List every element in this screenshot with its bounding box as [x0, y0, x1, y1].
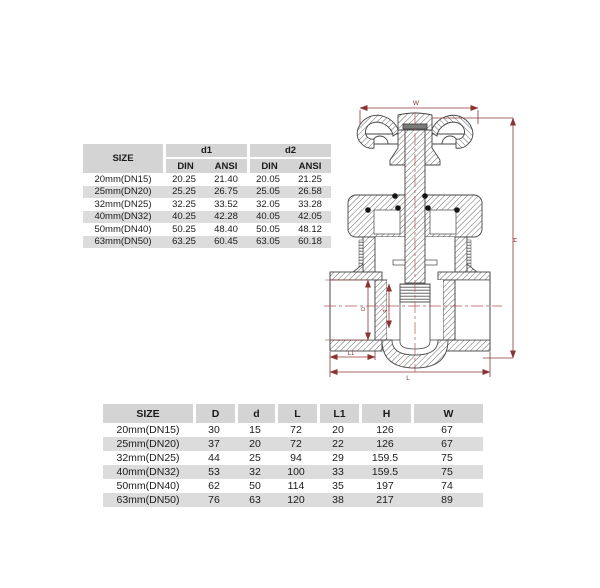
table-row [83, 223, 331, 236]
table-cell: 126 [359, 437, 411, 451]
table-row [83, 173, 331, 186]
dim-label-big-d: D [361, 307, 367, 311]
table-cell: 25.05 [247, 186, 289, 199]
table-cell: 20.25 [172, 173, 196, 185]
table-row [83, 186, 331, 199]
table-row [103, 437, 483, 451]
table-cell: 40mm(DN32) [103, 465, 193, 479]
table-cell: 33 [317, 465, 359, 479]
table-cell: 42.05 [289, 211, 331, 224]
table-cell: 50.25 [172, 223, 196, 235]
table-cell: 100 [275, 465, 317, 479]
table-cell: 48.12 [298, 223, 322, 235]
table-cell: 20 [332, 424, 344, 436]
table-cell: 15 [249, 424, 261, 436]
table-cell: 21.40 [214, 173, 238, 185]
table-cell: 63mm(DN50) [103, 493, 193, 507]
table-cell: 33.52 [214, 198, 238, 210]
table-cell: 67 [411, 437, 483, 451]
table-cell: 38 [317, 493, 359, 507]
table-cell: 25mm(DN20) [83, 186, 163, 199]
table-row [103, 493, 483, 507]
table-cell: 50.05 [256, 223, 280, 235]
col-header-ansi: ANSI [205, 159, 247, 173]
table-cell: 94 [290, 452, 302, 464]
table-cell: 60.45 [205, 236, 247, 249]
table-cell: 20.05 [256, 173, 280, 185]
table-cell: 197 [376, 480, 394, 492]
table-cell: 75 [441, 452, 453, 464]
table-cell: 42.28 [205, 211, 247, 224]
table-row [83, 211, 331, 224]
table-cell: 20mm(DN15) [94, 173, 152, 185]
col-header-din: DIN [163, 159, 205, 173]
col-header-size: SIZE [83, 144, 163, 173]
col-group-d2: d2 [247, 144, 331, 159]
table-cell: 74 [441, 480, 453, 492]
col-header-d: d [235, 404, 275, 423]
table-row [103, 451, 483, 465]
dimensions-table [103, 404, 483, 507]
table-cell: 32.05 [256, 198, 280, 210]
table-row [83, 198, 331, 211]
table-cell: 53 [193, 465, 235, 479]
dim-label-l1: L1 [347, 351, 355, 357]
table-cell: 32.25 [172, 198, 196, 210]
col-header-H: H [359, 404, 411, 423]
table-cell: 35 [332, 480, 344, 492]
table-cell: 89 [411, 493, 483, 507]
table-cell: 29 [332, 452, 344, 464]
table-cell: 76 [193, 493, 235, 507]
table-cell: 63 [235, 493, 275, 507]
table-cell: 159.5 [359, 465, 411, 479]
table-row [103, 465, 483, 479]
table-cell: 32 [235, 465, 275, 479]
table-cell: 32mm(DN25) [94, 198, 152, 210]
table-row [103, 423, 483, 437]
table-header-row [103, 404, 483, 423]
din-ansi-table [83, 144, 331, 248]
table-cell: 21.25 [298, 173, 322, 185]
col-header-W: W [411, 404, 483, 423]
table-cell: 67 [441, 424, 453, 436]
table-cell: 159.5 [371, 452, 399, 464]
table-header-row [83, 144, 331, 159]
dim-label-h: H [512, 237, 519, 243]
table-cell: 63.05 [247, 236, 289, 249]
table-cell: 62 [208, 480, 220, 492]
table-cell: 126 [376, 424, 394, 436]
table-cell: 40.25 [163, 211, 205, 224]
table-cell: 120 [275, 493, 317, 507]
col-header-D: D [193, 404, 235, 423]
col-header-L1: L1 [317, 404, 359, 423]
table-cell: 114 [287, 480, 305, 492]
col-header-ansi: ANSI [289, 159, 331, 173]
col-group-d1: d1 [163, 144, 247, 159]
table-row [83, 236, 331, 249]
table-cell: 63.25 [163, 236, 205, 249]
valve-section-drawing [320, 88, 530, 388]
table-cell: 25mm(DN20) [103, 437, 193, 451]
table-cell: 60.18 [289, 236, 331, 249]
table-cell: 50 [249, 480, 261, 492]
table-row [103, 479, 483, 493]
col-header-L: L [275, 404, 317, 423]
table-cell: 26.75 [205, 186, 247, 199]
table-cell: 63mm(DN50) [83, 236, 163, 249]
table-cell: 217 [359, 493, 411, 507]
table-cell: 37 [193, 437, 235, 451]
table-cell: 48.40 [214, 223, 238, 235]
dim-label-small-d: d [382, 309, 388, 313]
table-cell: 32mm(DN25) [116, 452, 180, 464]
table-cell: 50mm(DN40) [116, 480, 180, 492]
table-cell: 40.05 [247, 211, 289, 224]
table-cell: 26.58 [289, 186, 331, 199]
col-header-size: SIZE [103, 404, 193, 423]
col-header-din: DIN [247, 159, 289, 173]
table-cell: 20 [235, 437, 275, 451]
table-cell: 50mm(DN40) [94, 223, 152, 235]
table-cell: 30 [208, 424, 220, 436]
table-cell: 25.25 [163, 186, 205, 199]
table-cell: 33.28 [298, 198, 322, 210]
table-cell: 72 [275, 437, 317, 451]
table-cell: 40mm(DN32) [83, 211, 163, 224]
table-cell: 44 [208, 452, 220, 464]
dim-label-w: W [412, 100, 420, 107]
table-cell: 20mm(DN15) [116, 424, 180, 436]
table-cell: 22 [317, 437, 359, 451]
table-cell: 75 [411, 465, 483, 479]
dim-label-l: L [406, 375, 410, 382]
table-cell: 72 [290, 424, 302, 436]
table-cell: 25 [249, 452, 261, 464]
